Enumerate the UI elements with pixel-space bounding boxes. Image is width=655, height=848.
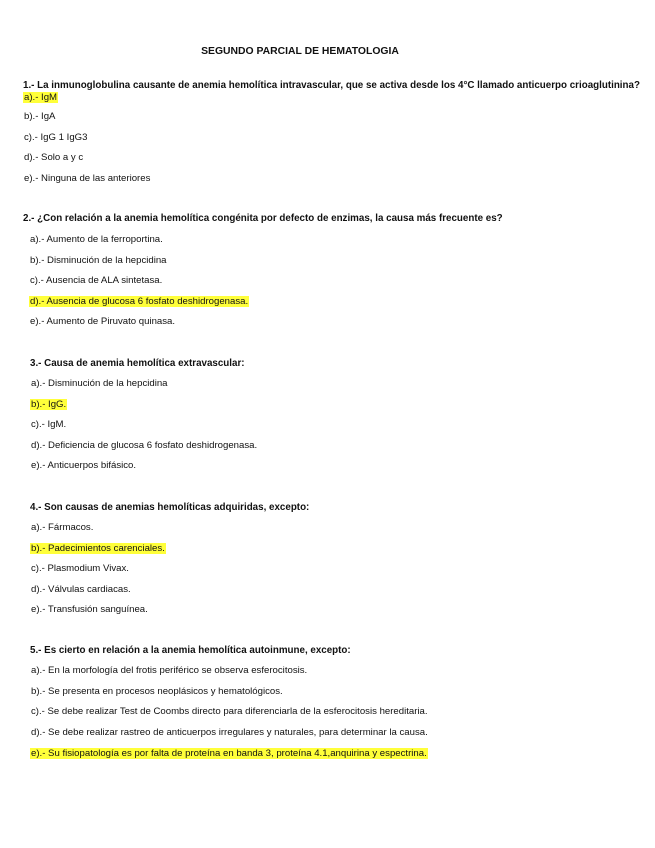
document-title: SEGUNDO PARCIAL DE HEMATOLOGIA: [201, 46, 399, 57]
option-text: b).- Padecimientos carenciales.: [31, 542, 165, 554]
options-list: [23, 234, 655, 337]
option-e: [30, 604, 655, 625]
option-text: a).- Fármacos.: [31, 522, 94, 533]
options-list: [30, 378, 655, 481]
option-d: [30, 584, 655, 605]
option-text: d).- Deficiencia de glucosa 6 fosfato deshidrogenasa.: [31, 439, 258, 451]
option-text: a).- Aumento de la ferroportina.: [30, 234, 163, 245]
question-text: 2.- ¿Con relación a la anemia hemolítica congénita por defecto de enzimas, la causa más frecuente es?: [23, 213, 503, 224]
options-list: [23, 92, 655, 193]
question-text: 4.- Son causas de anemias hemolíticas adquiridas, excepto:: [30, 502, 310, 513]
option-text: c).- Se debe realizar Test de Coombs directo para diferenciarla de la esferocitosis hereditaria.: [31, 706, 428, 718]
option-a: [29, 234, 655, 255]
option-text: d).- Solo a y c: [24, 152, 84, 163]
option-c: [30, 706, 655, 727]
option-text: c).- Ausencia de ALA sintetasa.: [30, 275, 163, 286]
option-b: [29, 255, 655, 276]
option-text: b).- IgG.: [31, 398, 67, 410]
option-c: [30, 419, 655, 440]
option-c: [29, 275, 655, 296]
option-text: e).- Su fisiopatología es por falta de proteína en banda 3, proteína 4.1,anquirina y espectrina.: [31, 747, 427, 759]
option-text: d).- Se debe realizar rastreo de anticuerpos irregulares y naturales, para determinar la causa.: [31, 727, 428, 739]
option-text: c).- IgG 1 IgG3: [24, 131, 88, 143]
option-a: [30, 378, 655, 399]
options-list: [30, 665, 655, 768]
option-e: [30, 460, 655, 481]
option-b: [30, 399, 655, 420]
option-text: c).- Plasmodium Vivax.: [31, 563, 129, 574]
question-3: [30, 358, 655, 481]
option-text: e).- Ninguna de las anteriores: [24, 172, 151, 184]
option-text: d).- Válvulas cardiacas.: [31, 583, 131, 595]
option-text: a).- Disminución de la hepcidina: [31, 378, 168, 389]
option-d: [30, 727, 655, 748]
option-text: b).- Disminución de la hepcidina: [30, 254, 167, 266]
question-5: [30, 645, 655, 768]
option-text: d).- Ausencia de glucosa 6 fosfato deshidrogenasa.: [30, 295, 249, 307]
option-text: e).- Anticuerpos bifásico.: [31, 460, 137, 471]
option-text: a).- IgM: [24, 92, 58, 103]
options-list: [30, 522, 655, 625]
question-text: 3.- Causa de anemia hemolítica extravascular:: [30, 358, 245, 369]
option-a: [30, 522, 655, 543]
option-d: [29, 296, 655, 317]
option-text: a).- En la morfología del frotis periférico se observa esferocitosis.: [31, 665, 308, 676]
option-d: [23, 152, 655, 173]
question-text: 5.- Es cierto en relación a la anemia hemolítica autoinmune, excepto:: [30, 645, 351, 656]
option-text: c).- IgM.: [31, 419, 67, 430]
option-c: [23, 132, 655, 153]
option-e: [30, 748, 655, 769]
option-d: [30, 440, 655, 461]
option-b: [23, 111, 655, 132]
question-2: [23, 213, 655, 337]
question-text: 1.- La inmunoglobulina causante de anemia hemolítica intravascular, que se activa desde los 4°C llamado anticuerpo crioaglutinina?: [23, 80, 640, 91]
option-text: e).- Transfusión sanguínea.: [31, 604, 148, 615]
option-e: [23, 173, 655, 194]
option-b: [30, 686, 655, 707]
option-a: [23, 92, 655, 111]
option-text: b).- IgA: [24, 111, 56, 122]
option-text: e).- Aumento de Piruvato quinasa.: [30, 316, 176, 327]
option-text: b).- Se presenta en procesos neoplásicos y hematológicos.: [31, 685, 283, 697]
option-a: [30, 665, 655, 686]
question-1: [23, 80, 655, 193]
option-b: [30, 543, 655, 564]
option-e: [29, 316, 655, 337]
option-c: [30, 563, 655, 584]
question-4: [30, 502, 655, 625]
